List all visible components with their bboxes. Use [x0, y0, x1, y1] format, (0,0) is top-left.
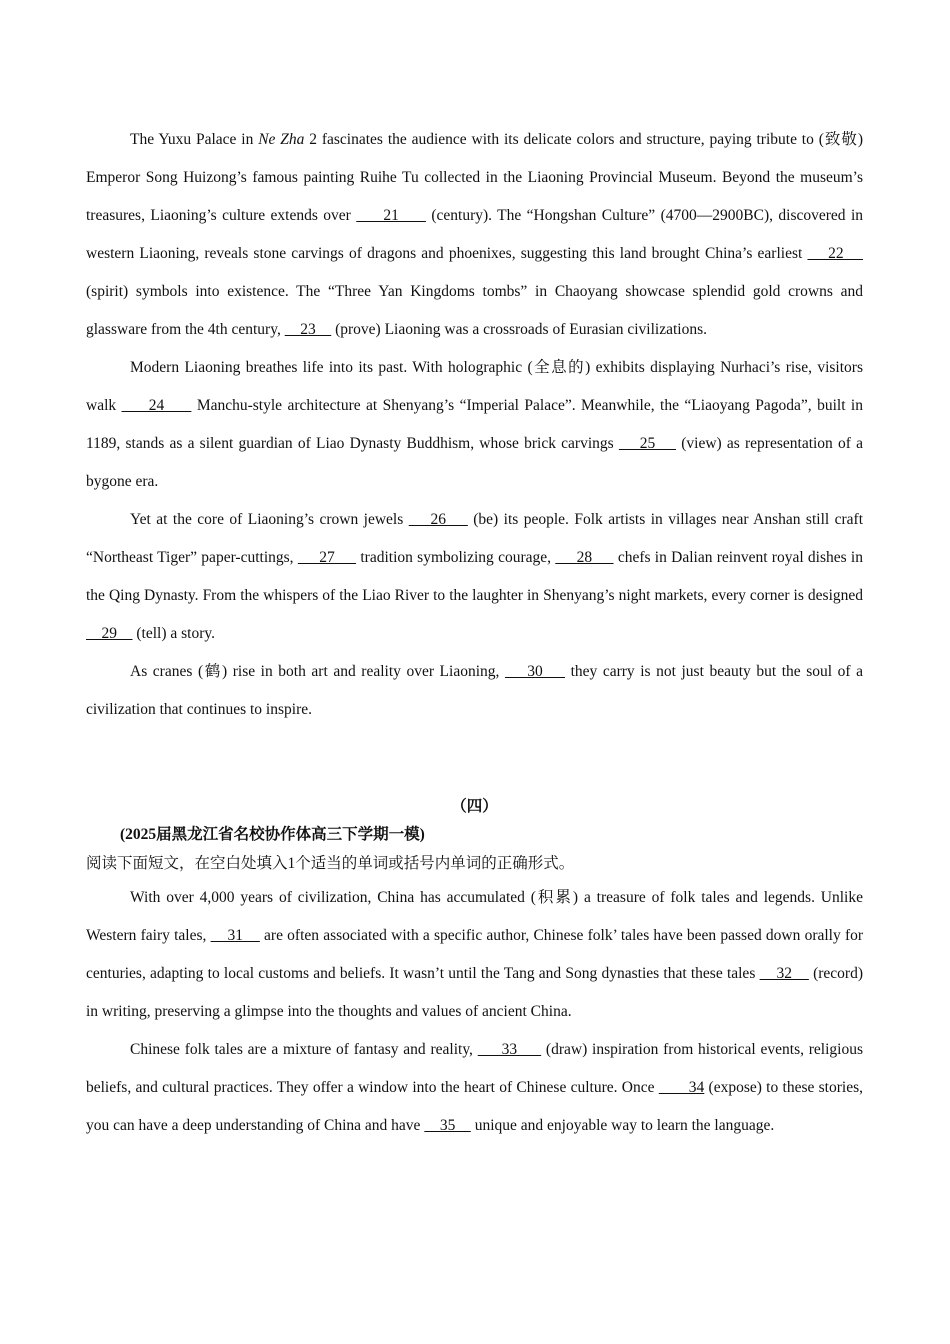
text-run: they carry is not just beauty but the soul of a civilization that continues to inspire. — [86, 663, 863, 718]
text-run: (expose) to these stories, you can have a deep understanding of China and have — [86, 1079, 863, 1134]
text-run: The Yuxu Palace in — [130, 131, 259, 148]
blank-34[interactable]: 34 — [658, 1079, 705, 1096]
blank-25[interactable]: 25 — [618, 435, 677, 452]
text-run: unique and enjoyable way to learn the language. — [470, 1117, 775, 1134]
text-run: 2 fascinates the audience with its delicate colors and structure, paying tribute to (致敬) Emperor Song Huizong’s famous painting Ruihe Tu collected in the Liaoning Provincial Museum. Beyond the museum’s treasures, Liaoning’s culture extends over — [86, 131, 863, 224]
blank-22[interactable]: 22 — [807, 245, 864, 262]
text-run: (draw) inspiration from historical events, religious beliefs, and cultural practices. They offer a window into the heart of Chinese culture. Once — [86, 1041, 864, 1096]
passage2-paragraph-1 — [86, 879, 863, 1031]
text-run: (century). The “Hongshan Culture” (4700—2900BC), discovered in western Liaoning, reveals stone carvings of dragons and phoenixes, suggesting this land brought China’s earliest — [86, 207, 864, 262]
text-run: (view) as representation of a bygone era. — [86, 435, 864, 490]
blank-26[interactable]: 26 — [408, 511, 468, 528]
section-source: (2025届黑龙江省名校协作体高三下学期一模) — [120, 826, 425, 843]
text-run: (prove) Liaoning was a crossroads of Eurasian civilizations. — [331, 321, 707, 338]
blank-21[interactable]: 21 — [356, 207, 426, 224]
blank-28[interactable]: 28 — [555, 549, 614, 566]
blank-24[interactable]: 24 — [121, 397, 192, 414]
passage1-paragraph-2 — [86, 349, 863, 501]
section-instruction: 阅读下面短文，在空白处填入1个适当的单词或括号内单词的正确形式。 — [86, 855, 575, 872]
text-run: (record) in writing, preserving a glimpse into the thoughts and values of ancient China. — [86, 965, 864, 1020]
text-run: Chinese folk tales are a mixture of fantasy and reality, — [130, 1041, 478, 1058]
document-page — [86, 121, 863, 1145]
blank-33[interactable]: 33 — [477, 1041, 542, 1058]
text-run: Modern Liaoning breathes life into its past. With holographic (全息的) exhibits displaying Nurhaci’s rise, visitors walk — [86, 359, 863, 414]
text-run: Manchu-style architecture at Shenyang’s “Imperial Palace”. Meanwhile, the “Liaoyang Pagoda”, built in 1189, stands as a silent guardian of Liao Dynasty Buddhism, whose brick carvings — [86, 397, 863, 452]
text-run: Yet at the core of Liaoning’s crown jewels — [130, 511, 409, 528]
passage1-paragraph-4 — [86, 653, 863, 729]
blank-27[interactable]: 27 — [297, 549, 357, 566]
text-run: As cranes (鹤) rise in both art and reality over Liaoning, — [130, 663, 505, 680]
blank-23[interactable]: 23 — [284, 321, 332, 338]
text-run: (tell) a story. — [132, 625, 215, 642]
blank-32[interactable]: 32 — [759, 965, 809, 982]
text-run: are often associated with a specific author, Chinese folk’ tales have been passed down orally for centuries, adapting to local customs and beliefs. It wasn’t until the Tang and Song dynasties that these tales — [86, 927, 864, 982]
italic-title: Ne Zha — [258, 131, 305, 148]
blank-35[interactable]: 35 — [424, 1117, 471, 1134]
passage1-paragraph-1 — [86, 121, 863, 349]
text-run: (spirit) symbols into existence. The “Three Yan Kingdoms tombs” in Chaoyang showcase splendid gold crowns and glassware from the 4th century, — [86, 283, 863, 338]
section-heading: （四） — [451, 798, 498, 815]
text-run: tradition symbolizing courage, — [356, 549, 556, 566]
blank-31[interactable]: 31 — [210, 927, 260, 944]
text-run: chefs in Dalian reinvent royal dishes in the Qing Dynasty. From the whispers of the Liao River to the laughter in Shenyang’s night markets, every corner is designed — [86, 549, 863, 604]
passage1-paragraph-3 — [86, 501, 863, 653]
blank-30[interactable]: 30 — [504, 663, 565, 680]
blank-29[interactable]: 29 — [86, 625, 133, 642]
text-run: With over 4,000 years of civilization, China has accumulated (积累) a treasure of folk tales and legends. Unlike Western fairy tales, — [86, 889, 863, 944]
text-run: (be) its people. Folk artists in villages near Anshan still craft “Northeast Tiger” paper-cuttings, — [86, 511, 864, 566]
passage2-paragraph-2 — [86, 1031, 863, 1145]
